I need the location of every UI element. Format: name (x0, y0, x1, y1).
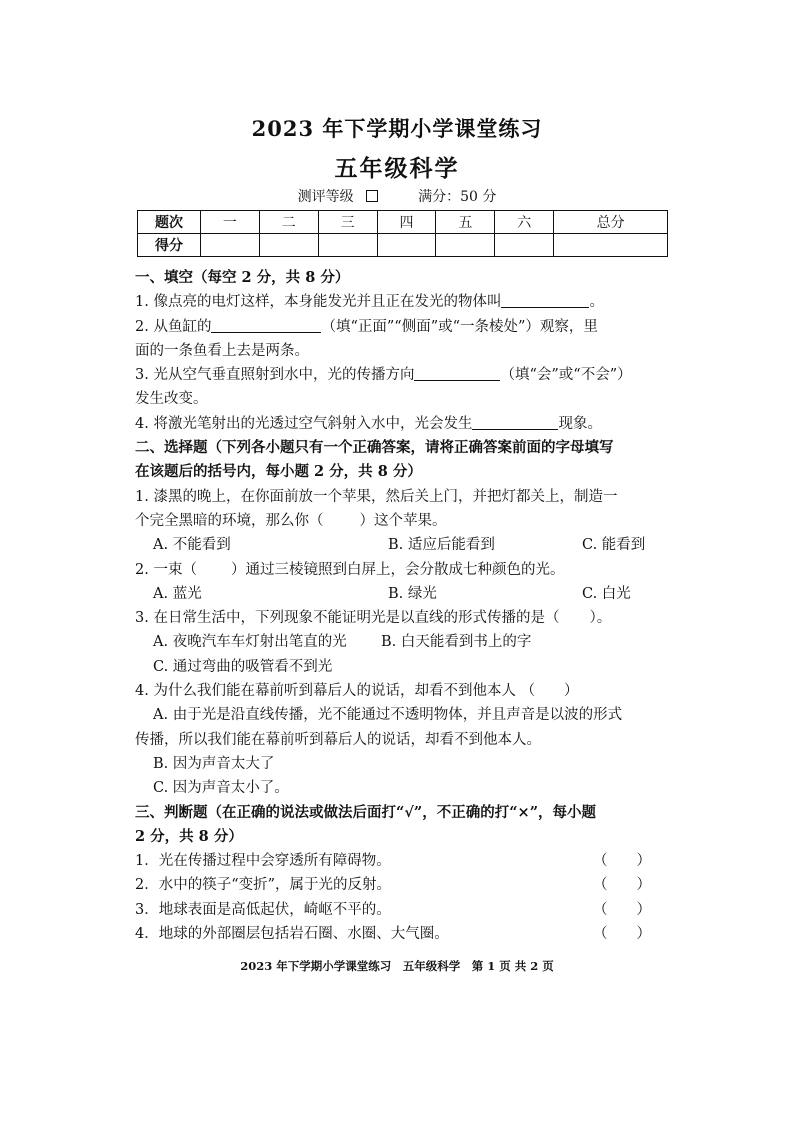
s1-q3-blank[interactable] (414, 364, 500, 381)
grade-field (298, 189, 394, 205)
s1-q2-text: 2. 从鱼缸的 (135, 318, 212, 335)
score-cell[interactable] (259, 234, 318, 257)
score-table-score-row (138, 234, 668, 257)
s2-q3-text-end: ）。 (589, 610, 612, 627)
s1-q4-end: 现象。 (558, 415, 602, 432)
exam-content (135, 266, 675, 946)
s2-q3 (135, 606, 675, 630)
s2-q1-line2 (135, 509, 675, 533)
s2-q2-option-c[interactable]: C. 白光 (582, 585, 631, 602)
s2-q2-text-end: ）通过三棱镜照到白屏上，会分散成七种颜色的光。 (230, 561, 565, 578)
s3-item (135, 922, 675, 946)
s2-q4-option-a-line2: 传播，所以我们能在幕前听到幕后人的说话，却看不到他本人。 (135, 731, 541, 748)
s2-q1-options (135, 533, 675, 557)
s2-q3-option-c[interactable]: C. 通过弯曲的吸管看不到光 (153, 658, 333, 675)
s2-q3-text: 3. 在日常生活中，下列现象不能证明光是以直线的形式传播的是（ (135, 610, 560, 627)
score-cell-total[interactable] (554, 234, 668, 257)
section1-heading: 一、填空（每空 2 分，共 8 分） (135, 269, 350, 286)
s2-q2-option-a[interactable]: A. 蓝光 (153, 585, 202, 602)
s1-q1-blank[interactable] (501, 291, 589, 308)
score-col-label: 题次 (138, 211, 201, 234)
section2-heading-line2: 在该题后的括号内，每小题 2 分，共 8 分） (135, 463, 422, 481)
s3-item-text: 1．光在传播过程中会穿透所有障碍物。 (135, 853, 391, 870)
s1-q3-line2: 发生改变。 (135, 391, 208, 408)
s3-item (135, 849, 675, 873)
s2-q1-option-b[interactable]: B. 适应后能看到 (388, 537, 495, 554)
s1-q1-text: 1. 像点亮的电灯这样，本身能发光并且正在发光的物体叫 (135, 294, 502, 311)
s2-q2 (135, 558, 675, 582)
score-col-1: 一 (201, 211, 260, 234)
s2-q4-answer-slot[interactable]: （ ） (520, 683, 579, 700)
s2-q3-option-a[interactable]: A. 夜晚汽车车灯射出笔直的光 (153, 634, 347, 651)
score-cell[interactable] (318, 234, 377, 257)
score-cell[interactable] (377, 234, 436, 257)
s2-q4-option-b[interactable]: B. 因为声音太大了 (153, 755, 275, 772)
s1-question-1 (135, 290, 675, 314)
exam-subtitle: 五年级科学 (334, 155, 460, 182)
score-col-4: 四 (377, 211, 436, 234)
s1-question-4 (135, 412, 675, 436)
section3-heading-line2: 2 分，共 8 分） (135, 827, 243, 845)
s2-q4-text: 4. 为什么我们能在幕前听到幕后人的说话，却看不到他本人 (135, 683, 516, 700)
s2-q2-option-b[interactable]: B. 绿光 (388, 585, 437, 602)
s1-q2-rest: （填“正面”“侧面”或“一条棱处”）观察，里 (321, 318, 598, 335)
s2-q2-text: 2. 一束（ (135, 561, 197, 578)
score-cell[interactable] (495, 234, 554, 257)
s3-answer-slot[interactable]: （ ） (593, 901, 651, 918)
score-col-3: 三 (318, 211, 377, 234)
score-col-6: 六 (495, 211, 554, 234)
s1-q2-line2: 面的一条鱼看上去是两条。 (135, 342, 309, 359)
s1-q4-text: 4. 将激光笔射出的光透过空气斜射入水中，光会发生 (135, 415, 473, 432)
page-footer: 2023 年下学期小学课堂练习 五年级科学 第 1 页 共 2 页 (240, 959, 554, 973)
score-row-label: 得分 (138, 234, 201, 257)
grade-checkbox[interactable] (366, 190, 378, 202)
s2-q1-text-end: ）这个苹果。 (359, 512, 447, 529)
score-col-2: 二 (259, 211, 318, 234)
s3-answer-slot[interactable]: （ ） (593, 853, 651, 870)
s3-answer-slot[interactable]: （ ） (593, 926, 651, 943)
s2-q2-options (135, 582, 675, 606)
s2-q3-option-b[interactable]: B. 白天能看到书上的字 (381, 634, 532, 651)
s3-item (135, 898, 675, 922)
exam-meta (0, 186, 794, 206)
s1-q3-rest: （填“会”或“不会”） (500, 367, 632, 384)
score-table (137, 210, 668, 257)
s3-item-text: 4．地球的外部圈层包括岩石圈、水圈、大气圈。 (135, 926, 449, 943)
exam-title: 2023 年下学期小学课堂练习 (251, 116, 543, 141)
s1-question-2 (135, 315, 675, 339)
score-table-header-row (138, 211, 668, 234)
s3-item-text: 3．地球表面是高低起伏，崎岖不平的。 (135, 901, 391, 918)
s1-q1-end: 。 (589, 294, 604, 311)
s1-q2-blank[interactable] (211, 316, 321, 333)
s1-question-3 (135, 363, 675, 387)
section2-heading-line1: 二、选择题（下列各小题只有一个正确答案，请将正确答案前面的字母填写 (135, 439, 614, 457)
score-col-5: 五 (436, 211, 495, 234)
s2-q4 (135, 679, 675, 703)
s2-q1-option-c[interactable]: C. 能看到 (582, 537, 646, 554)
score-col-total: 总分 (554, 211, 668, 234)
s2-q3-options-ab (135, 630, 675, 654)
s3-answer-slot[interactable]: （ ） (593, 877, 651, 894)
s2-q1-line1: 1. 漆黑的晚上，在你面前放一个苹果，然后关上门，并把灯都关上，制造一 (135, 488, 618, 505)
full-score: 满分：50 分 (418, 189, 497, 205)
s3-item (135, 873, 675, 897)
section3-heading-line1: 三、判断题（在正确的说法或做法后面打“√”，不正确的打“×”，每小题 (135, 803, 597, 821)
s2-q1-option-a[interactable]: A. 不能看到 (153, 537, 231, 554)
grade-label: 测评等级 (297, 189, 354, 205)
s3-item-text: 2．水中的筷子“变折”，属于光的反射。 (135, 877, 392, 894)
score-cell[interactable] (436, 234, 495, 257)
s2-q1-text: 个完全黑暗的环境，那么你（ (135, 512, 324, 529)
s1-q3-text: 3. 光从空气垂直照射到水中，光的传播方向 (135, 367, 415, 384)
s1-q4-blank[interactable] (472, 413, 558, 430)
s2-q4-option-a-line1[interactable]: A. 由于光是沿直线传播，光不能通过不透明物体，并且声音是以波的形式 (153, 707, 623, 724)
s2-q4-option-c[interactable]: C. 因为声音太小了。 (153, 780, 289, 797)
score-cell[interactable] (201, 234, 260, 257)
